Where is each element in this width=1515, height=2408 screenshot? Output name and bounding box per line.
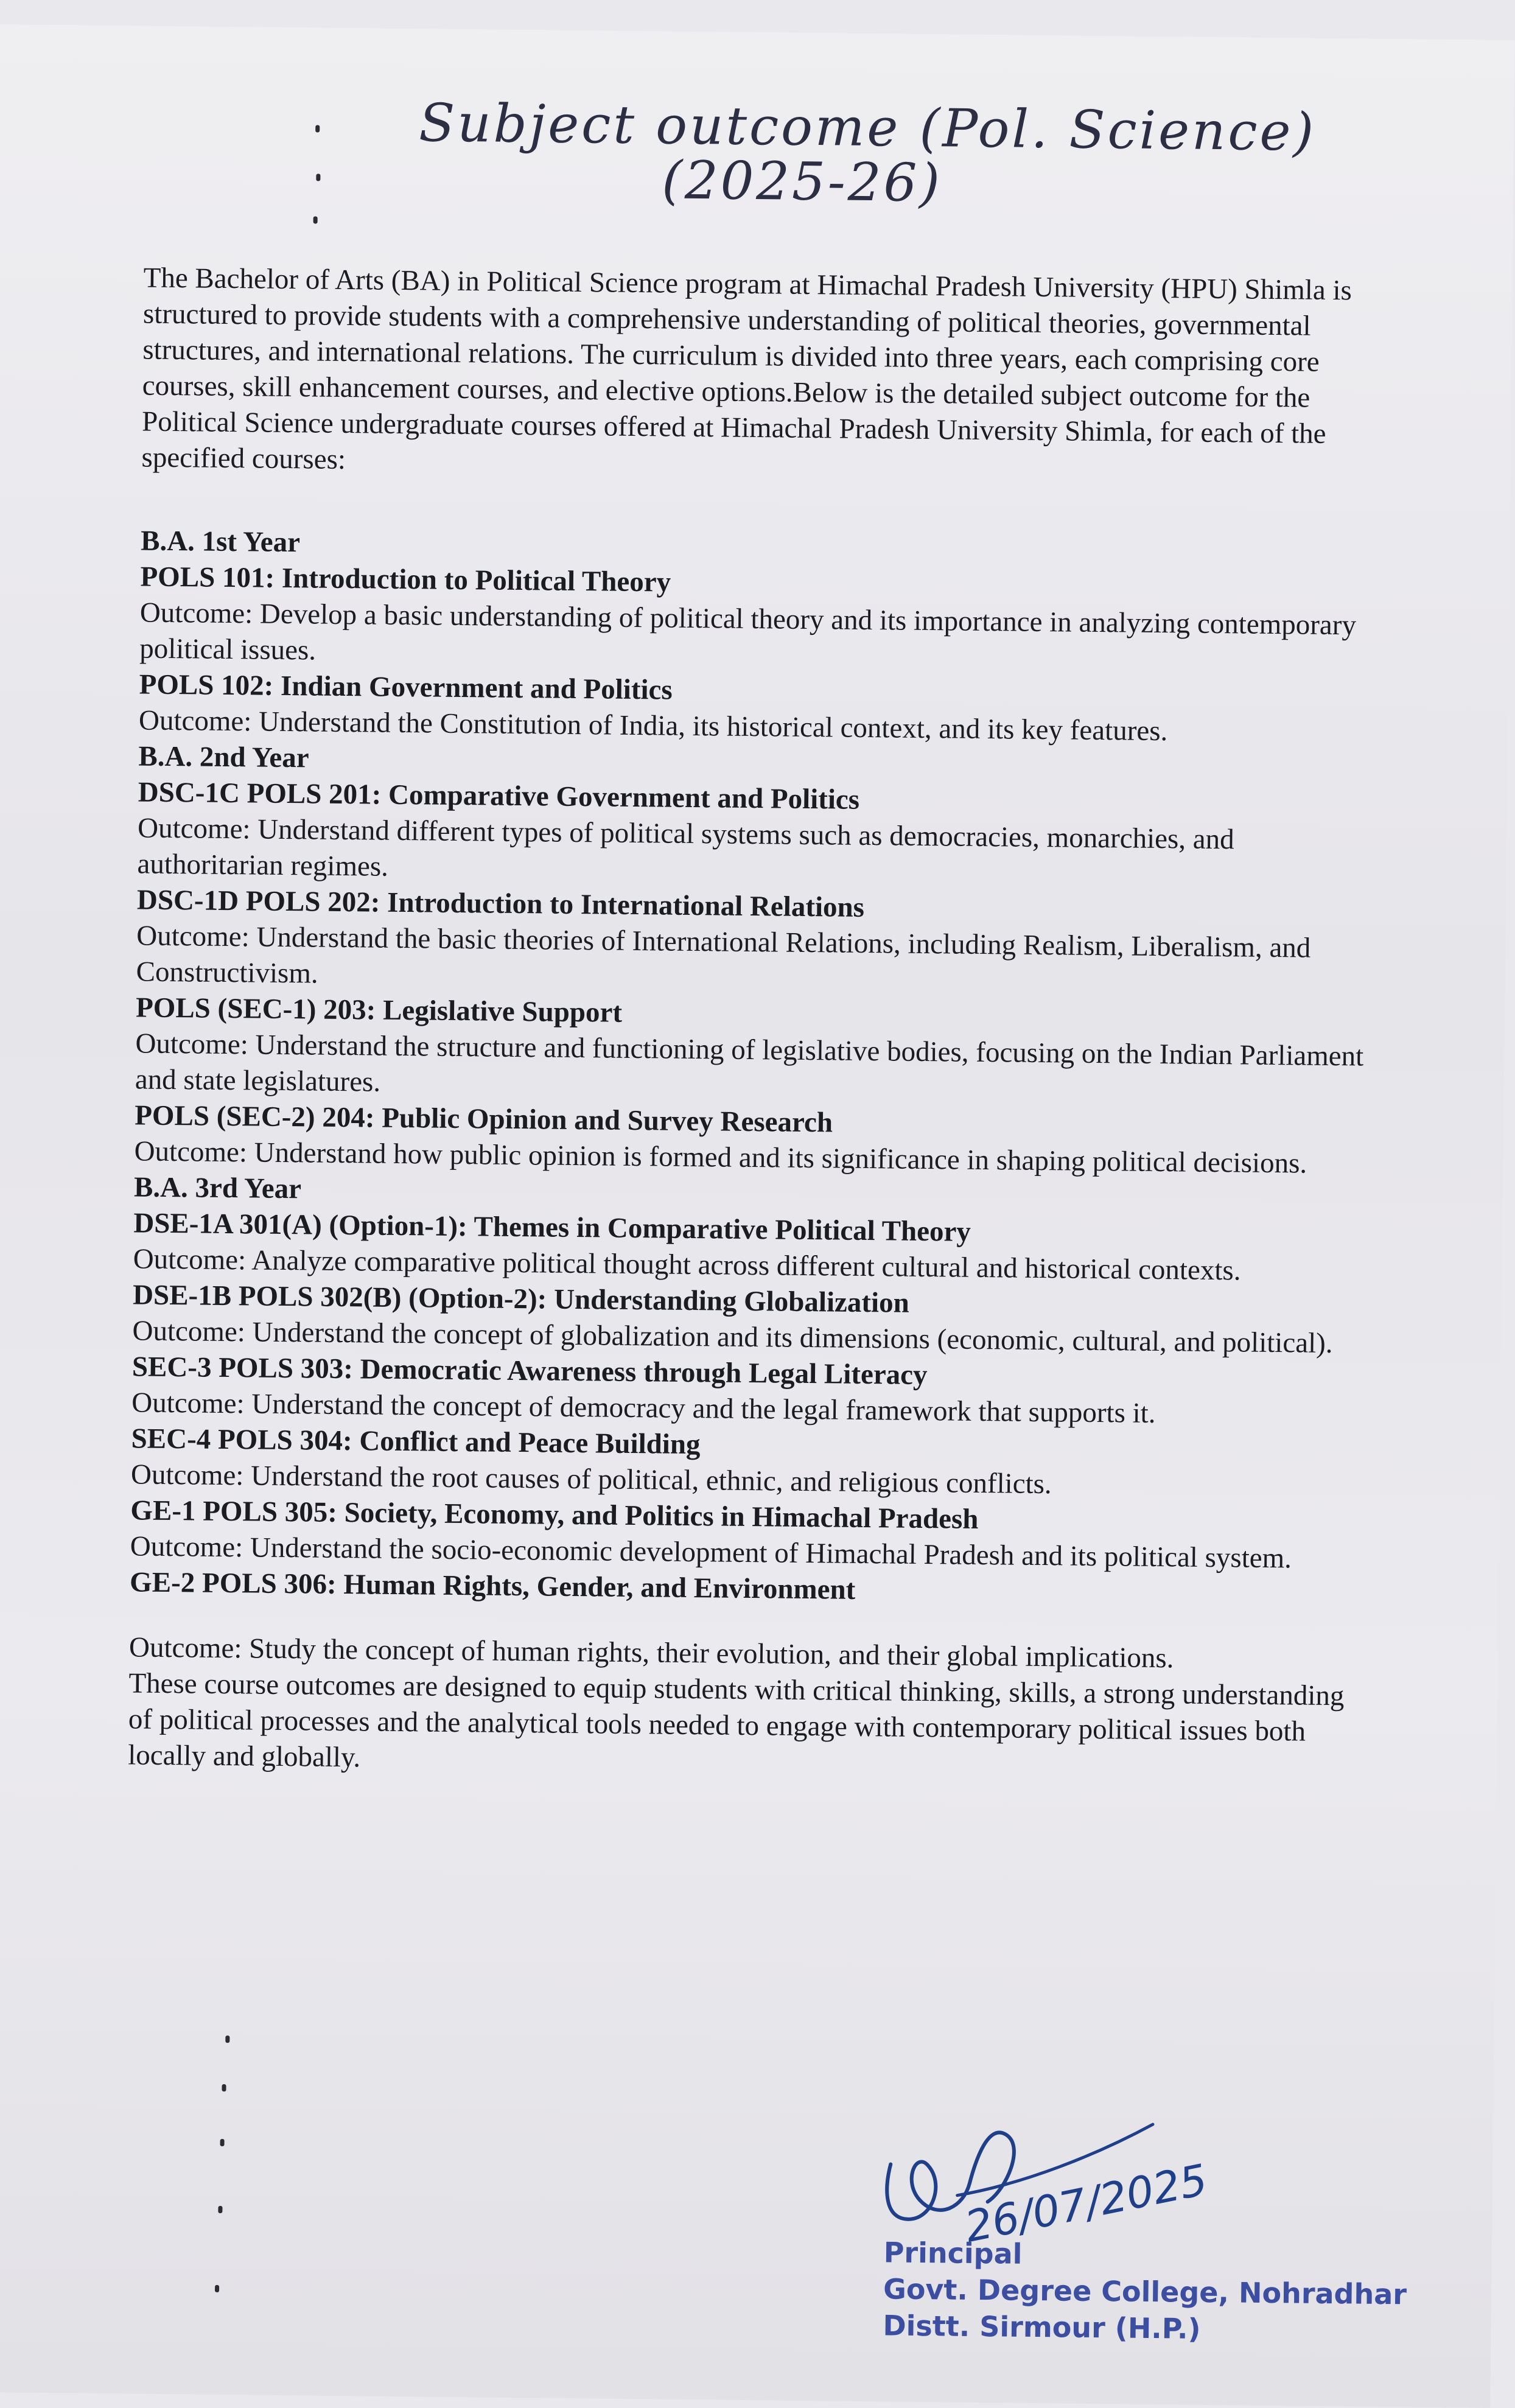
course-title: DSE-1B POLS 302(B) (Option-2): Understanding Globalization bbox=[132, 1279, 910, 1319]
course-outcome: Outcome: Understand the root causes of political, ethnic, and religious conflicts. bbox=[130, 1458, 1052, 1500]
course-title: POLS 101: Introduction to Political Theory bbox=[140, 561, 671, 598]
margin-mark bbox=[215, 2285, 219, 2292]
course-title: DSC-1D POLS 202: Introduction to International Relations bbox=[136, 884, 865, 923]
course-outcome: Outcome: Develop a basic understanding of political theory and its importance in analyzing contemporary political issues. bbox=[139, 597, 1357, 667]
document-body bbox=[128, 260, 1385, 1786]
margin-mark bbox=[313, 216, 318, 223]
handwritten-year: (2025-26) bbox=[661, 150, 943, 214]
course-outcome: Outcome: Understand the Constitution of India, its historical context, and its key features. bbox=[138, 704, 1168, 747]
year-section-2 bbox=[134, 738, 1380, 1182]
stamp-district: Distt. Sirmour (H.P.) bbox=[883, 2309, 1201, 2345]
year-heading: B.A. 1st Year bbox=[140, 525, 301, 559]
signature-block bbox=[864, 2097, 1415, 2358]
course-outcome: Outcome: Understand the socio-economic development of Himachal Pradesh and its political system. bbox=[130, 1530, 1292, 1575]
course-outcome: Outcome: Understand different types of political systems such as democracies, monarchies, and authoritarian regimes. bbox=[137, 812, 1234, 883]
course-title: SEC-4 POLS 304: Conflict and Peace Building bbox=[131, 1423, 701, 1461]
margin-mark bbox=[218, 2206, 222, 2213]
course-outcome: Outcome: Understand the concept of globalization and its dimensions (economic, cultural, and political). bbox=[132, 1315, 1333, 1360]
document-page bbox=[0, 24, 1515, 2408]
year-section-3 bbox=[130, 1169, 1376, 1613]
closing-paragraph: These course outcomes are designed to equip students with critical thinking, skills, a strong understanding of political processes and the analytical tools needed to engage with contemporary political issues both locally and globally. bbox=[127, 1667, 1345, 1774]
course-title: DSE-1A 301(A) (Option-1): Themes in Comparative Political Theory bbox=[133, 1207, 971, 1248]
intro-paragraph: The Bachelor of Arts (BA) in Political Science program at Himachal Pradesh University (HPU) Shimla is structured to provide students with a comprehensive understanding of political theories, governmental structures, and international relations. The curriculum is divided into three years, each comprising core courses, skill enhancement courses, and elective options.Below is the detailed subject outcome for the Political Science undergraduate courses offered at Himachal Pradesh University Shimla, for each of the specified courses: bbox=[141, 262, 1352, 475]
margin-mark bbox=[220, 2139, 225, 2146]
year-section-1 bbox=[139, 523, 1383, 751]
course-outcome: Outcome: Understand the concept of democracy and the legal framework that supports it. bbox=[131, 1387, 1156, 1430]
margin-mark bbox=[225, 2035, 229, 2043]
course-title: GE-2 POLS 306: Human Rights, Gender, and Environment bbox=[129, 1566, 856, 1606]
stamp-college: Govt. Degree College, Nohradhar bbox=[883, 2272, 1407, 2311]
margin-mark bbox=[315, 125, 320, 132]
course-title: DSC-1C POLS 201: Comparative Government and Politics bbox=[138, 776, 860, 816]
margin-mark bbox=[222, 2084, 226, 2091]
handwritten-title: Subject outcome (Pol. Science) bbox=[418, 93, 1317, 163]
year-heading: B.A. 3rd Year bbox=[133, 1171, 302, 1205]
course-title: GE-1 POLS 305: Society, Economy, and Politics in Himachal Pradesh bbox=[130, 1494, 979, 1535]
course-outcome: Outcome: Understand the basic theories of International Relations, including Realism, Liberalism, and Constructivism. bbox=[136, 920, 1311, 990]
course-title: POLS (SEC-1) 203: Legislative Support bbox=[135, 992, 623, 1029]
year-heading: B.A. 2nd Year bbox=[138, 740, 309, 774]
course-title: POLS 102: Indian Government and Politics bbox=[139, 668, 673, 706]
official-stamp bbox=[883, 2234, 1407, 2349]
final-outcome: Outcome: Study the concept of human rights, their evolution, and their global implications. bbox=[128, 1631, 1174, 1675]
signature-date: 26/07/2025 bbox=[960, 2154, 1212, 2252]
stamp-title: Principal bbox=[883, 2236, 1023, 2270]
course-outcome: Outcome: Understand the structure and functioning of legislative bodies, focusing on the Indian Parliament and state legislatures. bbox=[135, 1027, 1364, 1098]
course-outcome: Outcome: Analyze comparative political thought across different cultural and historical contexts. bbox=[133, 1243, 1241, 1287]
course-title: SEC-3 POLS 303: Democratic Awareness through Legal Literacy bbox=[131, 1351, 928, 1391]
course-title: POLS (SEC-2) 204: Public Opinion and Survey Research bbox=[134, 1099, 833, 1139]
course-outcome: Outcome: Understand how public opinion is formed and its significance in shaping political decisions. bbox=[134, 1135, 1307, 1180]
margin-mark bbox=[316, 173, 320, 181]
